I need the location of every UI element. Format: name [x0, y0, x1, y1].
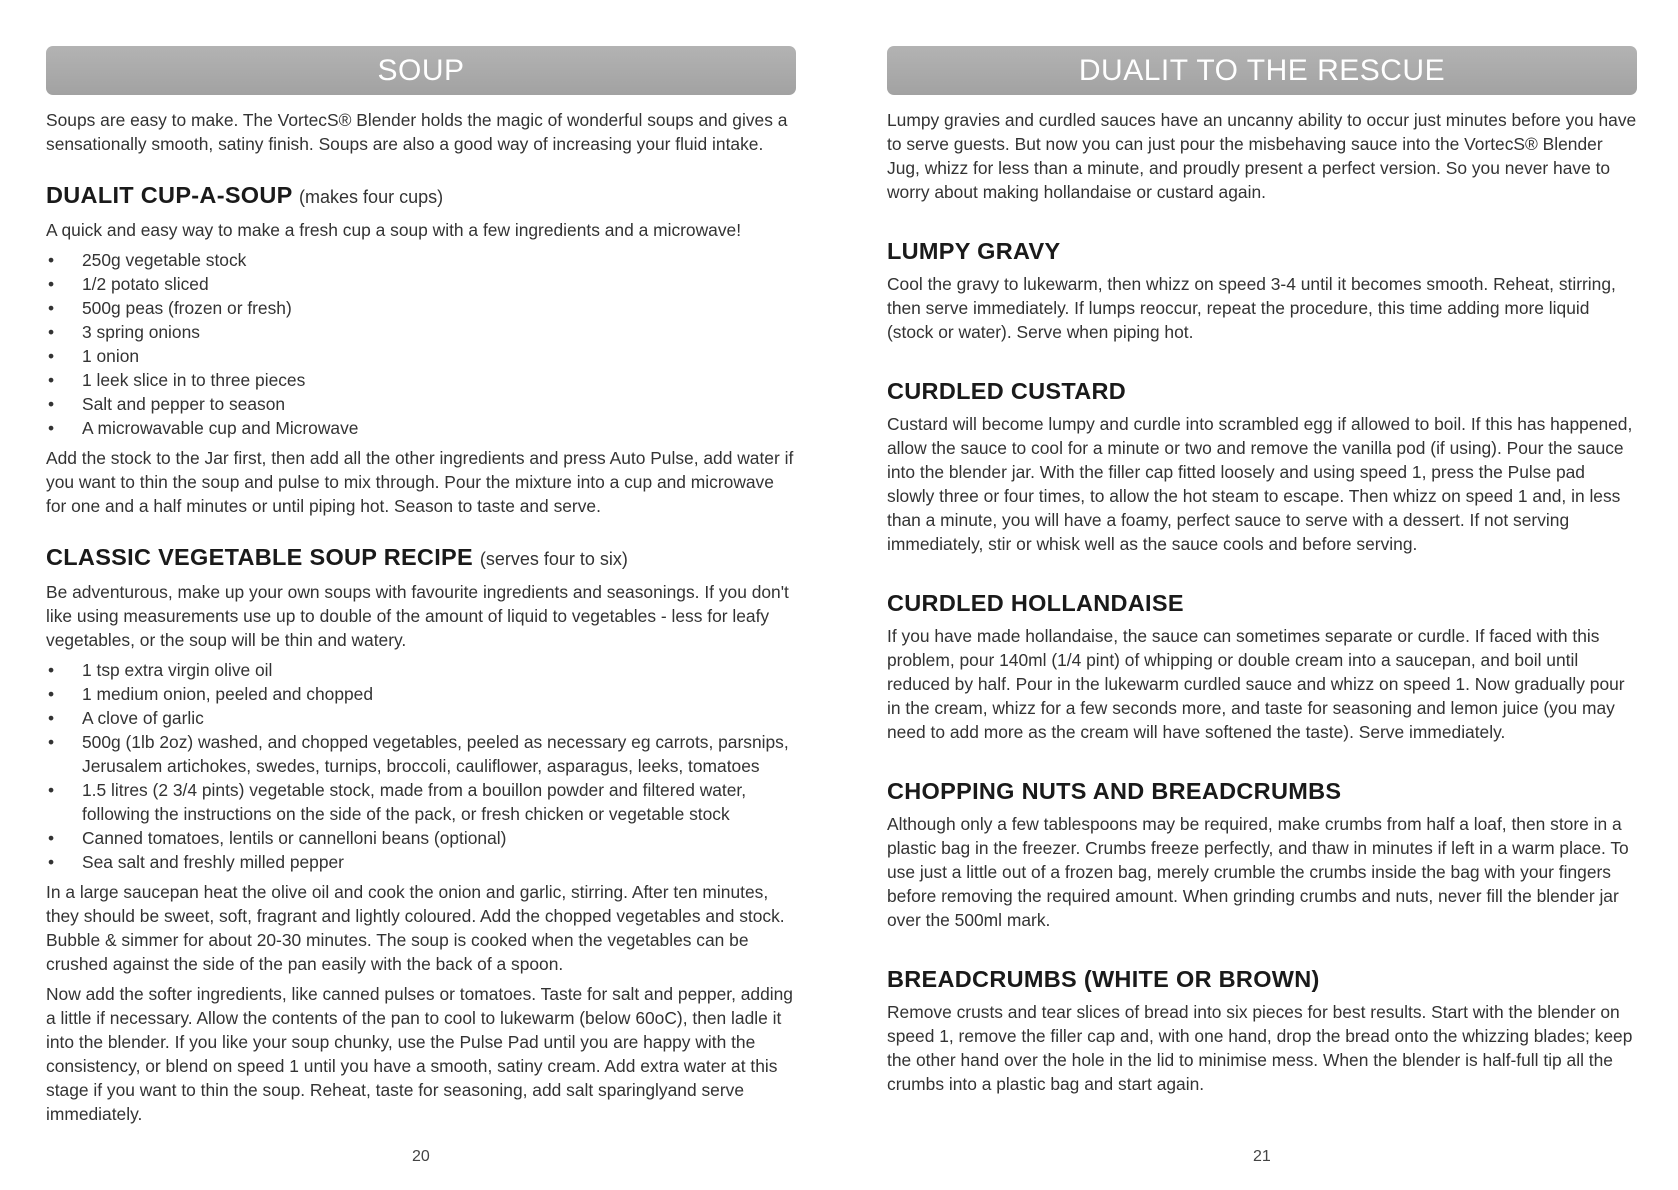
- vegetable-soup-note: (serves four to six): [479, 549, 628, 569]
- page-number-right: 21: [1253, 1148, 1271, 1165]
- vegetable-soup-ingredients: [46, 658, 796, 874]
- soup-intro: Soups are easy to make. The VortecS® Blender holds the magic of wonderful soups and gives a sensationally smooth, satiny finish. Soups are also a good way of increasing your fluid intake.: [46, 110, 788, 154]
- curdled-hollandaise-text: If you have made hollandaise, the sauce can sometimes separate or curdle. If faced with this problem, pour 140ml (1/4 pint) of whipping or double cream into a saucepan, and boil until reduced by half. Pour in the lukewarm curdled sauce and whizz on speed 1. Now gradually pour in the cream, whizz for a few seconds more, and taste for seasoning and lemon juice (you may need to add more as the cream will have softened the taste). Serve immediately.: [887, 626, 1625, 742]
- left-page: [46, 46, 796, 1132]
- cup-a-soup-ingredients: [46, 248, 796, 440]
- chopping-nuts-text: Although only a few tablespoons may be required, make crumbs from half a loaf, then store in a plastic bag in the freezer. Crumbs freeze perfectly, and thaw in minutes if left in a warm place. To use just a little out of a frozen bag, merely crumble the crumbs inside the bag with your fingers before removing the required amount. When grinding crumbs and nuts, never fill the blender jar over the 500ml mark.: [887, 814, 1629, 930]
- lumpy-gravy-title: LUMPY GRAVY: [887, 238, 1061, 264]
- list-item: • Sea salt and freshly milled pepper: [46, 850, 796, 874]
- rescue-intro: Lumpy gravies and curdled sauces have an uncanny ability to occur just minutes before you have to serve guests. But now you can just pour the misbehaving sauce into the VortecS® Blender Jug, whizz for less than a minute, and proudly present a perfect version. So you never have to worry about making hollandaise or custard again.: [887, 110, 1637, 202]
- curdled-custard-text: Custard will become lumpy and curdle into scrambled egg if allowed to boil. If this has happened, allow the sauce to cool for a minute or two and remove the vanilla pod (if using). Pour the sauce into the blender jar. With the filler cap fitted loosely and using speed 1, press the Pulse pad slowly three or four times, to allow the hot steam to escape. Then whizz on speed 1 and, in less than a minute, you will have a foamy, perfect sauce to serve with a dessert. If not serving immediately, stir or whisk well as the sauce cools and before serving.: [887, 414, 1633, 554]
- list-item: • 250g vegetable stock: [46, 248, 796, 272]
- list-item: • 1.5 litres (2 3/4 pints) vegetable stock, made from a bouillon powder and filtered water, following the instructions on the side of the pack, or fresh chicken or vegetable stock: [46, 778, 796, 826]
- breadcrumbs-title: BREADCRUMBS (WHITE OR BROWN): [887, 966, 1320, 992]
- vegetable-soup-heading: [46, 542, 796, 574]
- list-item: • A clove of garlic: [46, 706, 796, 730]
- cup-a-soup-method: Add the stock to the Jar first, then add all the other ingredients and press Auto Pulse, add water if you want to thin the soup and pulse to mix through. Pour the mixture into a cup and microwave for one and a half minutes or until piping hot. Season to taste and serve.: [46, 448, 794, 516]
- right-page: [887, 46, 1637, 1102]
- vegetable-soup-method-1: In a large saucepan heat the olive oil and cook the onion and garlic, stirring. After ten minutes, they should be sweet, soft, fragrant and lightly coloured. Add the chopped vegetables and stock. Bubble & simmer for about 20-30 minutes. The soup is cooked when the vegetables can be crushed against the side of the pan easily with the back of a spoon.: [46, 882, 785, 974]
- cup-a-soup-heading: [46, 180, 796, 212]
- list-item: • Salt and pepper to season: [46, 392, 796, 416]
- list-item: • 1/2 potato sliced: [46, 272, 796, 296]
- vegetable-soup-desc: Be adventurous, make up your own soups with favourite ingredients and seasonings. If you don't like using measurements use up to double of the amount of liquid to vegetables - less for leafy vegetables, or the soup will be thin and watery.: [46, 582, 789, 650]
- vegetable-soup-title: CLASSIC VEGETABLE SOUP RECIPE: [46, 544, 473, 570]
- vegetable-soup-method-2: Now add the softer ingredients, like canned pulses or tomatoes. Taste for salt and pepper, adding a little if necessary. Allow the contents of the pan to cool to lukewarm (below 60oC), then ladle it into the blender. If you like your soup chunky, use the Pulse Pad until you are happy with the consistency, or blend on speed 1 until you have a smooth, satiny cream. Add extra water at this stage if you want to thin the soup. Reheat, taste for seasoning, add salt sparinglyand serve immediately.: [46, 984, 793, 1124]
- list-item: • 500g peas (frozen or fresh): [46, 296, 796, 320]
- cup-a-soup-desc: A quick and easy way to make a fresh cup a soup with a few ingredients and a microwave!: [46, 220, 742, 240]
- curdled-hollandaise-title: CURDLED HOLLANDAISE: [887, 590, 1184, 616]
- list-item: • 1 tsp extra virgin olive oil: [46, 658, 796, 682]
- list-item: • 500g (1lb 2oz) washed, and chopped vegetables, peeled as necessary eg carrots, parsnips, Jerusalem artichokes, swedes, turnips, broccoli, cauliflower, asparagus, leeks, tomatoes: [46, 730, 796, 778]
- lumpy-gravy-text: Cool the gravy to lukewarm, then whizz on speed 3-4 until it becomes smooth. Reheat, stirring, then serve immediately. If lumps reoccur, repeat the procedure, this time adding more liquid (stock or water). Serve when piping hot.: [887, 274, 1616, 342]
- cup-a-soup-title: DUALIT CUP-A-SOUP: [46, 182, 293, 208]
- soup-banner: SOUP: [46, 46, 796, 95]
- list-item: • A microwavable cup and Microwave: [46, 416, 796, 440]
- curdled-custard-title: CURDLED CUSTARD: [887, 378, 1127, 404]
- page-number-left: 20: [412, 1148, 430, 1165]
- list-item: • 1 onion: [46, 344, 796, 368]
- list-item: • Canned tomatoes, lentils or cannelloni beans (optional): [46, 826, 796, 850]
- list-item: • 1 medium onion, peeled and chopped: [46, 682, 796, 706]
- list-item: • 3 spring onions: [46, 320, 796, 344]
- rescue-banner: DUALIT TO THE RESCUE: [887, 46, 1637, 95]
- list-item: • 1 leek slice in to three pieces: [46, 368, 796, 392]
- chopping-nuts-title: CHOPPING NUTS AND BREADCRUMBS: [887, 778, 1342, 804]
- breadcrumbs-text: Remove crusts and tear slices of bread into six pieces for best results. Start with the blender on speed 1, remove the filler cap and, with one hand, drop the bread onto the whizzing blades; keep the other hand over the hole in the lid to minimise mess. When the blender is half-full tip all the crumbs into a plastic bag and start again.: [887, 1002, 1633, 1094]
- cup-a-soup-note: (makes four cups): [299, 187, 444, 207]
